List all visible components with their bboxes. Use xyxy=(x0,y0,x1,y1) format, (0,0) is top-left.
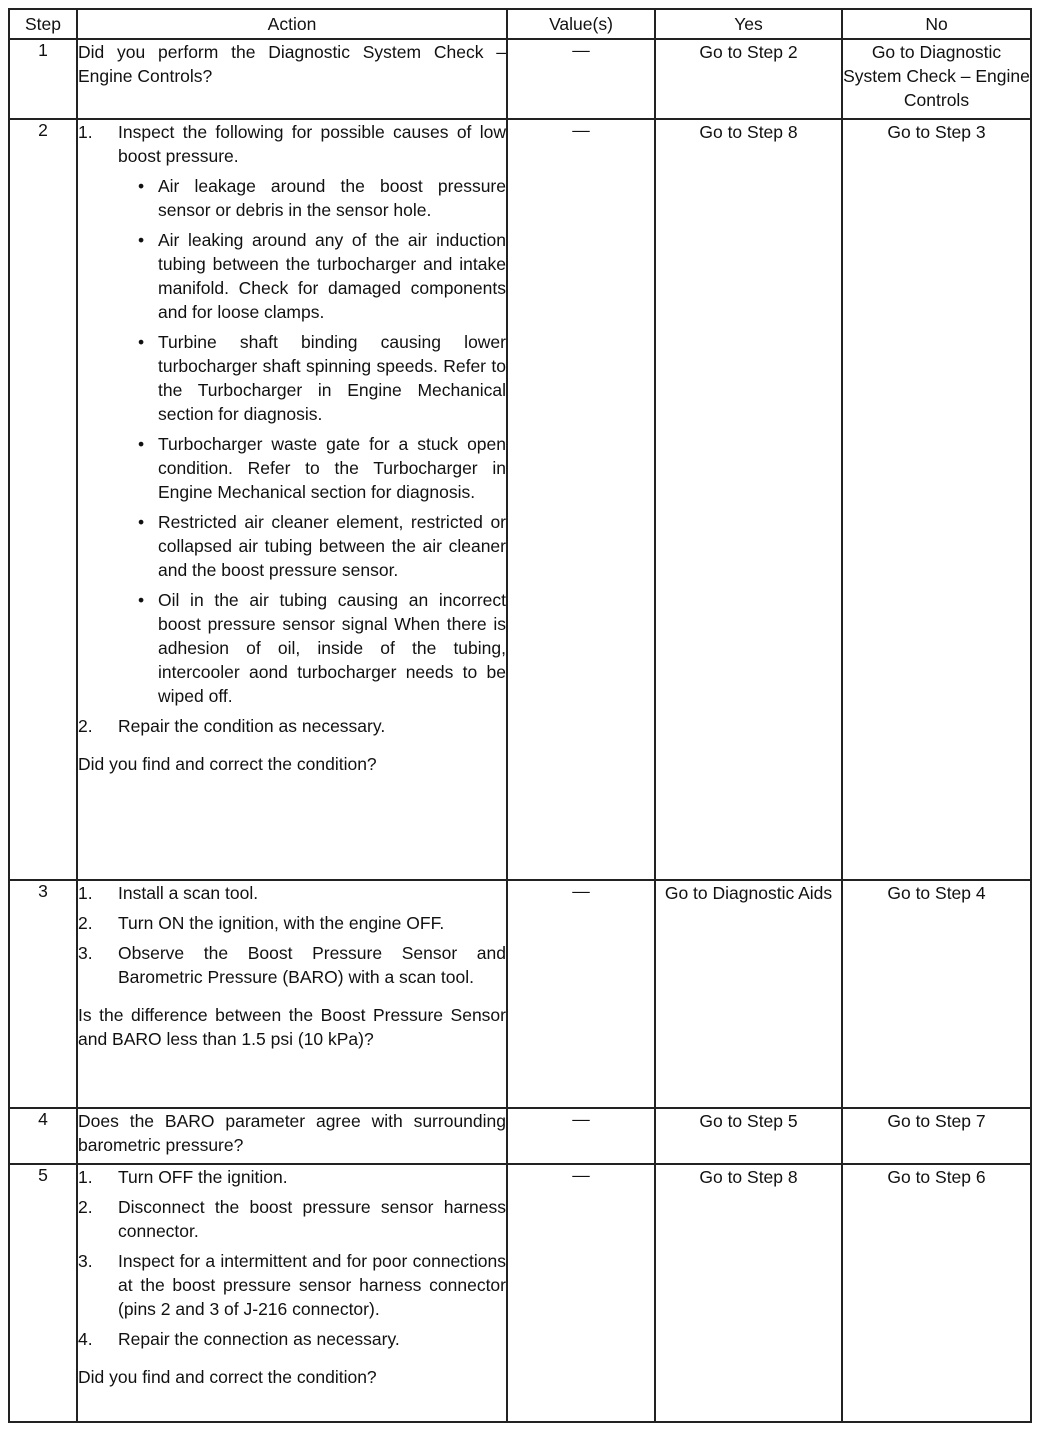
item-text: Repair the connection as necessary. xyxy=(118,1329,400,1349)
bullet-list xyxy=(118,174,506,708)
action-cell xyxy=(77,119,507,880)
value-cell: — xyxy=(507,39,655,119)
action-question: Did you find and correct the condition? xyxy=(78,754,377,774)
action-question: Is the difference between the Boost Pressure Sensor and BARO less than 1.5 psi (10 kPa)? xyxy=(78,1005,506,1049)
header-yes: Yes xyxy=(655,9,842,39)
bullet-icon: • xyxy=(138,590,145,610)
item-number: 2. xyxy=(78,716,93,736)
action-question: Does the BARO parameter agree with surrounding barometric pressure? xyxy=(78,1111,506,1155)
value-cell: — xyxy=(507,880,655,1108)
item-text: Turn ON the ignition, with the engine OFF. xyxy=(118,913,445,933)
yes-cell: Go to Step 8 xyxy=(655,119,842,880)
item-number: 1. xyxy=(78,122,93,142)
item-number: 2. xyxy=(78,913,93,933)
list-item xyxy=(78,1195,506,1243)
bullet-icon: • xyxy=(138,176,145,196)
no-cell: Go to Step 4 xyxy=(842,880,1031,1108)
bullet-icon: • xyxy=(138,434,145,454)
list-item xyxy=(118,432,506,504)
item-number: 4. xyxy=(78,1329,93,1349)
action-list xyxy=(78,881,506,989)
value-cell: — xyxy=(507,1164,655,1422)
value-cell: — xyxy=(507,1108,655,1164)
diagnostic-table xyxy=(8,8,1032,1423)
header-action: Action xyxy=(77,9,507,39)
action-list xyxy=(78,1165,506,1351)
yes-cell: Go to Step 8 xyxy=(655,1164,842,1422)
action-cell xyxy=(77,1164,507,1422)
bullet-text: Oil in the air tubing causing an incorrect boost pressure sensor signal When there is adhesion of oil, inside of the tubing, intercooler aond turbocharger needs to be wiped off. xyxy=(158,590,506,706)
list-item xyxy=(78,1249,506,1321)
list-item xyxy=(118,228,506,324)
item-text: Repair the condition as necessary. xyxy=(118,716,386,736)
item-number: 3. xyxy=(78,1251,93,1271)
header-values: Value(s) xyxy=(507,9,655,39)
list-item xyxy=(118,588,506,708)
yes-cell: Go to Step 2 xyxy=(655,39,842,119)
step-number: 2 xyxy=(9,119,77,880)
list-item xyxy=(118,174,506,222)
bullet-icon: • xyxy=(138,332,145,352)
step-number: 5 xyxy=(9,1164,77,1422)
list-item xyxy=(118,330,506,426)
list-item xyxy=(78,911,506,935)
action-cell xyxy=(77,39,507,119)
list-item xyxy=(78,941,506,989)
action-question: Did you perform the Diagnostic System Check – Engine Controls? xyxy=(78,42,506,86)
table-row xyxy=(9,119,1031,880)
list-item xyxy=(118,510,506,582)
bullet-text: Restricted air cleaner element, restricted or collapsed air tubing between the air cleaner and the boost pressure sensor. xyxy=(158,512,506,580)
table-row xyxy=(9,1164,1031,1422)
yes-cell: Go to Step 5 xyxy=(655,1108,842,1164)
bullet-text: Turbine shaft binding causing lower turbocharger shaft spinning speeds. Refer to the Turbocharger in Engine Mechanical section for diagnosis. xyxy=(158,332,506,424)
bullet-icon: • xyxy=(138,230,145,250)
list-item xyxy=(78,714,506,738)
list-item xyxy=(78,1327,506,1351)
action-question: Did you find and correct the condition? xyxy=(78,1367,377,1387)
step-number: 4 xyxy=(9,1108,77,1164)
item-text: Turn OFF the ignition. xyxy=(118,1167,288,1187)
value-cell: — xyxy=(507,119,655,880)
table-row xyxy=(9,1108,1031,1164)
no-cell: Go to Step 7 xyxy=(842,1108,1031,1164)
header-row xyxy=(9,9,1031,39)
bullet-icon: • xyxy=(138,512,145,532)
action-list xyxy=(78,120,506,738)
action-cell xyxy=(77,880,507,1108)
item-number: 3. xyxy=(78,943,93,963)
bullet-text: Air leaking around any of the air induction tubing between the turbocharger and intake manifold. Check for damaged components and for loose clamps. xyxy=(158,230,506,322)
table-row xyxy=(9,880,1031,1108)
no-cell: Go to Diagnostic System Check – Engine Controls xyxy=(842,39,1031,119)
item-text: Install a scan tool. xyxy=(118,883,259,903)
item-text: Observe the Boost Pressure Sensor and Barometric Pressure (BARO) with a scan tool. xyxy=(118,943,506,987)
step-number: 3 xyxy=(9,880,77,1108)
no-cell: Go to Step 3 xyxy=(842,119,1031,880)
item-text: Inspect for a intermittent and for poor connections at the boost pressure sensor harness connector (pins 2 and 3 of J-216 connector). xyxy=(118,1251,506,1319)
table-row xyxy=(9,39,1031,119)
item-number: 2. xyxy=(78,1197,93,1217)
bullet-text: Turbocharger waste gate for a stuck open condition. Refer to the Turbocharger in Engine Mechanical section for diagnosis. xyxy=(158,434,506,502)
header-no: No xyxy=(842,9,1031,39)
yes-cell: Go to Diagnostic Aids xyxy=(655,880,842,1108)
item-text: Disconnect the boost pressure sensor harness connector. xyxy=(118,1197,506,1241)
list-item xyxy=(78,1165,506,1189)
item-number: 1. xyxy=(78,1167,93,1187)
step-number: 1 xyxy=(9,39,77,119)
list-item xyxy=(78,120,506,708)
item-number: 1. xyxy=(78,883,93,903)
header-step: Step xyxy=(9,9,77,39)
no-cell: Go to Step 6 xyxy=(842,1164,1031,1422)
action-cell xyxy=(77,1108,507,1164)
item-text: Inspect the following for possible causes of low boost pressure. xyxy=(118,122,506,166)
list-item xyxy=(78,881,506,905)
bullet-text: Air leakage around the boost pressure sensor or debris in the sensor hole. xyxy=(158,176,506,220)
